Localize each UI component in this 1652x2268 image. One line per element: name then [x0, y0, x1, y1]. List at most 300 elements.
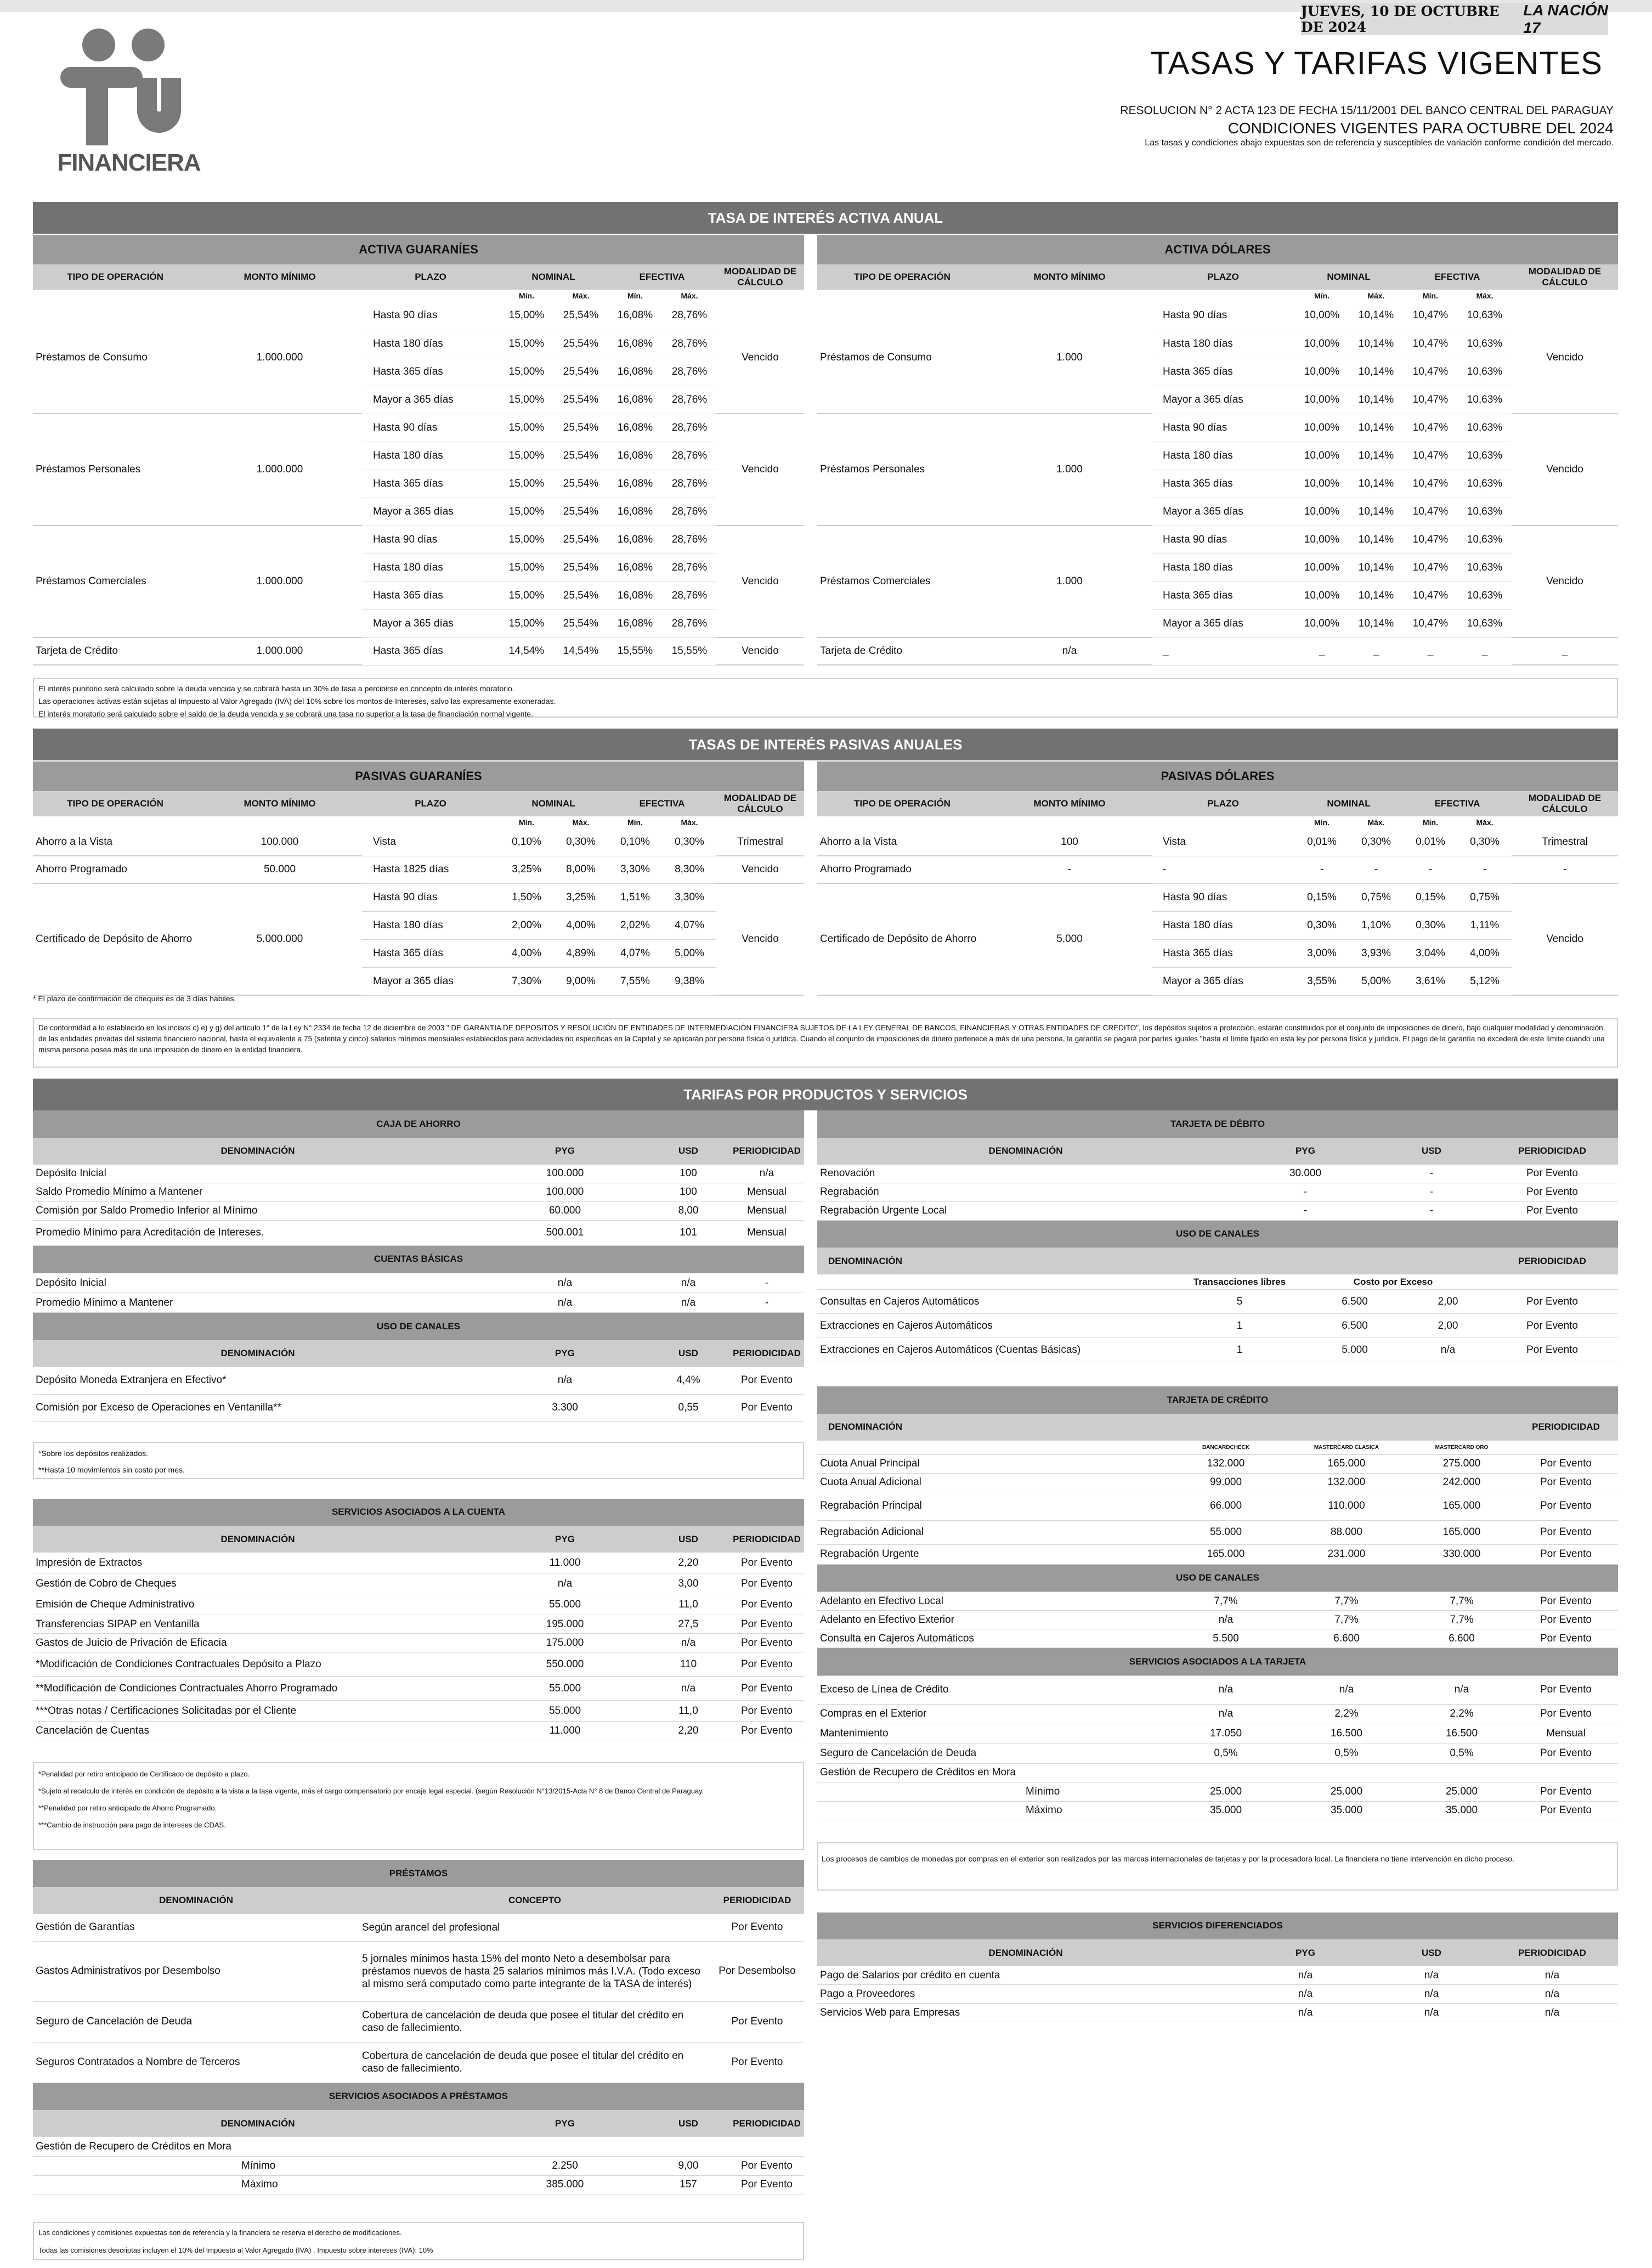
servicios-note-line: *Sujeto al recalculo de interés en condición de depósito a la vista a la tasa vigente, más el cargo compensatorio por encaje legal especial. (según Resolución N°13/2015-Acta N° 8 de Banco Central de Paraguay. [38, 1787, 704, 1795]
rate-value: _ [1458, 637, 1512, 665]
column-header: MODALIDAD DE CÁLCULO [1512, 791, 1618, 816]
credito-servicios-table [817, 1648, 1618, 1764]
rate-value: 10,00% [1294, 526, 1349, 554]
item-value: 165.000 [1168, 1544, 1283, 1564]
canales-notes-line: *Sobre los depósitos realizados. [38, 1448, 149, 1458]
rate-value: 25,54% [554, 414, 608, 442]
credito-mora-row [817, 1764, 1618, 1782]
item-value: Por Evento [729, 1573, 804, 1594]
tarjeta-credito-row [817, 1492, 1618, 1520]
item-name: Consulta en Cajeros Automáticos [817, 1629, 1168, 1648]
minmax-label [987, 290, 1152, 302]
item-value: 5.500 [1168, 1629, 1283, 1648]
rate-value: 3,25% [499, 856, 554, 883]
item-value: 195.000 [483, 1615, 647, 1634]
credito-servicios-row [817, 1744, 1618, 1763]
spacer-cell [817, 1274, 1179, 1290]
item-value: 132.000 [1168, 1454, 1283, 1473]
cuentas-basicas-row [33, 1293, 804, 1313]
rate-value: 0,30% [554, 828, 608, 856]
item-value: 110 [647, 1652, 729, 1677]
page-title: TASAS Y TARIFAS VIGENTES [1150, 46, 1603, 81]
tarjeta-credito-title: TARJETA DE CRÉDITO [817, 1386, 1618, 1414]
item-value: n/a [1234, 2004, 1377, 2022]
item-name: Compras en el Exterior [817, 1704, 1168, 1724]
item-name: Mínimo [33, 2157, 483, 2175]
minimum-amount: 100.000 [197, 828, 362, 856]
rate-value: 16,08% [608, 442, 663, 470]
term: Hasta 365 días [1152, 470, 1294, 498]
item-value: Por Evento [729, 2157, 804, 2175]
term: Mayor a 365 días [1152, 498, 1294, 526]
term: Hasta 90 días [1152, 414, 1294, 442]
servicios-diferenciados-header-row [817, 1940, 1618, 1966]
credito-mora-values-row [817, 1782, 1618, 1801]
term: Mayor a 365 días [1152, 386, 1294, 414]
servicios-diferenciados-title-row [817, 1912, 1618, 1940]
item-name: Exceso de Línea de Crédito [817, 1675, 1168, 1704]
item-value: Por Evento [729, 1367, 804, 1394]
uso-canales-caja-row [33, 1394, 804, 1421]
column-header: PERIODICIDAD [710, 1887, 804, 1914]
item-value: 2,2% [1410, 1704, 1514, 1724]
rate-value: 16,08% [608, 330, 663, 358]
servicios-prestamos-table [33, 2083, 804, 2157]
item-name: Gestión de Recupero de Créditos en Mora [817, 1764, 1168, 1782]
activa-usd-table [817, 235, 1618, 665]
uso-canales-caja-header-row [33, 1340, 804, 1367]
rate-value: 8,30% [663, 856, 716, 883]
item-name: Servicios Web para Empresas [817, 2004, 1234, 2022]
servicios-note-line: **Penalidad por retiro anticipado de Ahorro Programado. [38, 1804, 217, 1812]
minimum-amount: 1.000.000 [197, 637, 362, 665]
credito-note: Los procesos de cambios de monedas por compras en el exterior son realizados por las marcas internacionales de tarjetas y por la procesadora local. La financiera no tiene intervención en dicho proceso. [817, 1842, 1618, 1891]
item-value: 2,2% [1283, 1704, 1410, 1724]
item-value: 5.000 [1300, 1338, 1410, 1362]
item-value: 100.000 [483, 1183, 647, 1201]
minmax-label: Mín. [1314, 291, 1329, 300]
logo-text: FINANCIERA [57, 149, 201, 176]
item-value: 5 [1179, 1290, 1300, 1314]
item-value: 3,00 [647, 1573, 729, 1594]
column-header: MONTO MÍNIMO [987, 791, 1152, 816]
pasiva-gs-minmax-row [33, 816, 804, 828]
rate-row [817, 526, 1618, 554]
rate-value: 10,47% [1403, 330, 1458, 358]
rate-value: 25,54% [554, 330, 608, 358]
calc-mode: Trimestral [1512, 828, 1618, 856]
column-header: USD [647, 1340, 729, 1367]
column-header: MODALIDAD DE CÁLCULO [716, 791, 804, 816]
rate-value: - [1294, 856, 1349, 883]
column-header: TIPO DE OPERACIÓN [817, 791, 987, 816]
conditions-text: CONDICIONES VIGENTES PARA OCTUBRE DEL 2024 [1227, 120, 1614, 137]
rate-value: 3,25% [554, 883, 608, 911]
rate-value: 10,47% [1403, 302, 1458, 330]
rate-value: 10,14% [1349, 498, 1403, 526]
item-name: Comisión por Exceso de Operaciones en Ventanilla** [33, 1394, 483, 1421]
item-value: 11.000 [483, 1722, 647, 1740]
item-value: - [1234, 1201, 1377, 1220]
recupero-mora-row [33, 2157, 804, 2175]
servicios-cuenta-header-row [33, 1526, 804, 1553]
rate-value: 10,00% [1294, 414, 1349, 442]
column-header: USD [647, 2111, 729, 2137]
item-value: 9,00 [647, 2157, 729, 2175]
rate-value: 0,30% [1294, 911, 1349, 939]
item-value: 7,7% [1283, 1611, 1410, 1629]
rate-value: 7,55% [608, 967, 663, 995]
item-value: - [1377, 1164, 1486, 1183]
pasiva-footnote: * El plazo de confirmación de cheques es de 3 días hábiles. [33, 994, 236, 1003]
rate-value: 0,15% [1294, 883, 1349, 911]
item-value: 2,00 [1410, 1290, 1486, 1314]
minmax-label: Mín. [1423, 818, 1438, 827]
final-note-line: Todas las comisiones descriptas incluyen el 10% del Impuesto al Valor Agregado (IVA) . Impuesto sobre intereses (IVA): 10% [38, 2246, 433, 2254]
rate-value: 28,76% [663, 386, 716, 414]
column-header: TIPO DE OPERACIÓN [817, 264, 987, 290]
operation-type: Préstamos Personales [33, 414, 197, 526]
activa-gs-table [33, 235, 804, 665]
card-brand: MASTERCARD CLASICA [1283, 1440, 1410, 1454]
item-name: Promedio Mínimo a Mantener [33, 1293, 483, 1313]
rate-value: 10,63% [1458, 470, 1512, 498]
minmax-label: Máx. [1476, 818, 1493, 827]
uso-canales-debito-row [817, 1338, 1618, 1362]
operation-type: Ahorro a la Vista [817, 828, 987, 856]
item-value: 7,7% [1168, 1592, 1283, 1611]
item-value: 3.300 [483, 1394, 647, 1421]
rate-value: 10,00% [1294, 582, 1349, 610]
term: Mayor a 365 días [362, 610, 499, 637]
rate-value: 0,10% [608, 828, 663, 856]
rate-value: 25,54% [554, 526, 608, 554]
term: _ [1152, 637, 1294, 665]
tarifas-left-column [33, 1110, 804, 2260]
uso-canales-debito-title: USO DE CANALES [817, 1221, 1618, 1248]
item-value: Mensual [729, 1183, 804, 1201]
uso-canales-caja-title-row [33, 1313, 804, 1340]
minmax-label [197, 816, 362, 828]
pasiva-usd-title-row [817, 761, 1618, 791]
rate-value: 10,00% [1294, 470, 1349, 498]
column-header: PYG [1234, 1940, 1377, 1966]
calc-mode: _ [1512, 637, 1618, 665]
minmax-label [716, 816, 804, 828]
term: Vista [1152, 828, 1294, 856]
calc-mode: Vencido [716, 883, 804, 995]
rate-value: 15,00% [499, 442, 554, 470]
item-value: n/a [483, 1367, 647, 1394]
card-brand: MASTERCARD ORO [1410, 1440, 1514, 1454]
cuentas-basicas-title-row [33, 1246, 804, 1273]
rate-value: 10,63% [1458, 498, 1512, 526]
minmax-label [1512, 290, 1618, 302]
rate-value: 10,47% [1403, 470, 1458, 498]
item-name: Mínimo [817, 1782, 1168, 1801]
item-value: Por Evento [1514, 1744, 1618, 1763]
item-value: 7,7% [1283, 1592, 1410, 1611]
item-value: Cobertura de cancelación de deuda que posee el titular del crédito en caso de fallecimiento. [359, 2042, 710, 2083]
item-value: 2,20 [647, 1553, 729, 1573]
rate-value: 15,00% [499, 414, 554, 442]
activa-note-line: El interés punitorio será calculado sobre la deuda vencida y se cobrará hasta un 30% de tasa a percibirse en concepto de interés moratorio. [38, 684, 514, 693]
servicios-diferenciados-title: SERVICIOS DIFERENCIADOS [817, 1912, 1618, 1940]
term: Hasta 365 días [362, 470, 499, 498]
column-header: USD [647, 1526, 729, 1553]
recupero-mora-table [33, 2157, 804, 2194]
item-name: Pago a Proveedores [817, 1985, 1234, 2004]
resolution-text: RESOLUCION N° 2 ACTA 123 DE FECHA 15/11/2001 DEL BANCO CENTRAL DEL PARAGUAY [1120, 104, 1614, 117]
item-value: 25.000 [1283, 1782, 1410, 1801]
caja-ahorro-header-row [33, 1138, 804, 1164]
item-value: 110.000 [1283, 1492, 1410, 1520]
item-name: Impresión de Extractos [33, 1553, 483, 1573]
servicios-diferenciados-table [817, 1912, 1618, 2023]
item-name: Máximo [33, 2175, 483, 2194]
item-value: Por Evento [1486, 1338, 1618, 1362]
rate-value: 10,47% [1403, 582, 1458, 610]
rate-value: 0,75% [1458, 883, 1512, 911]
rate-value: 10,63% [1458, 582, 1512, 610]
rate-value: 28,76% [663, 330, 716, 358]
item-name: Regrabación Principal [817, 1492, 1168, 1520]
credito-canales-title-row [817, 1565, 1618, 1592]
term: Hasta 90 días [362, 414, 499, 442]
term: Hasta 180 días [1152, 554, 1294, 582]
logo-mark-icon [55, 27, 203, 148]
item-value: 385.000 [483, 2175, 647, 2194]
newspaper-name: LA NACIÓN 17 [1523, 2, 1608, 36]
card-brand-row [817, 1440, 1618, 1454]
item-value: 55.000 [1168, 1520, 1283, 1544]
canales-notes [33, 1442, 804, 1479]
item-value: n/a [483, 1273, 647, 1293]
minmax-label: Máx. [681, 291, 698, 300]
minimum-amount: 5.000.000 [197, 883, 362, 995]
calc-mode: Vencido [716, 637, 804, 665]
servicios-notes [33, 1762, 804, 1850]
servicios-cuenta-row [33, 1573, 804, 1594]
column-header: PERIODICIDAD [729, 1526, 804, 1553]
minmax-label [987, 816, 1152, 828]
caja-ahorro-row [33, 1220, 804, 1245]
rate-value: 15,00% [499, 386, 554, 414]
activa-gs-header-row [33, 264, 804, 290]
activa-note-line: Las operaciones activas están sujetas al Impuesto al Valor Agregado (IVA) del 10% sobre los montos de Intereses, salvo las expresamente exoneradas. [38, 697, 556, 706]
servicios-prestamos-title-row [33, 2083, 804, 2111]
tarjeta-debito-row [817, 1201, 1618, 1220]
item-value: Por Evento [1514, 1629, 1618, 1648]
item-name: Máximo [817, 1801, 1168, 1820]
spacer [33, 1479, 804, 1499]
credito-servicios-row [817, 1704, 1618, 1724]
activa-usd-title-row [817, 235, 1618, 264]
spacer [33, 1850, 804, 1860]
rate-value: 4,07% [663, 911, 716, 939]
operation-type: Préstamos Comerciales [817, 526, 987, 637]
calc-mode: Vencido [716, 302, 804, 414]
minmax-label [362, 816, 499, 828]
operation-type: Préstamos de Consumo [817, 302, 987, 414]
item-value: Por Evento [729, 2175, 804, 2194]
sub-header-free: Transacciones libres [1179, 1274, 1300, 1290]
item-value: Por Evento [1486, 1201, 1618, 1220]
minmax-label [197, 290, 362, 302]
servicios-cuenta-title-row [33, 1499, 804, 1526]
rate-value: 10,47% [1403, 498, 1458, 526]
minmax-label: Máx. [1367, 818, 1385, 827]
rate-value: 10,14% [1349, 386, 1403, 414]
rate-value: - [1403, 856, 1458, 883]
column-header: USD [1377, 1138, 1486, 1164]
calc-mode: Vencido [1512, 414, 1618, 526]
rate-value: 10,14% [1349, 358, 1403, 386]
rate-value: 16,08% [608, 358, 663, 386]
item-value: Por Evento [729, 1677, 804, 1701]
rate-value: 28,76% [663, 302, 716, 330]
item-value: n/a [1168, 1675, 1283, 1704]
credito-servicios-row [817, 1675, 1618, 1704]
minmax-label: Máx. [681, 818, 698, 827]
rate-value: 3,61% [1403, 967, 1458, 995]
cuentas-basicas-table [33, 1246, 804, 1313]
item-value: - [1377, 1183, 1486, 1201]
credito-canales-row [817, 1592, 1618, 1611]
item-value: n/a [1410, 1675, 1514, 1704]
tarjeta-credito-row [817, 1520, 1618, 1544]
rate-row [33, 414, 804, 442]
item-name: Comisión por Saldo Promedio Inferior al Mínimo [33, 1201, 483, 1220]
minimum-amount: 1.000 [987, 414, 1152, 526]
item-value [647, 2137, 729, 2157]
rate-value: 5,12% [1458, 967, 1512, 995]
rate-value: 10,00% [1294, 330, 1349, 358]
column-header: PERIODICIDAD [729, 1340, 804, 1367]
rate-value: 3,00% [1294, 939, 1349, 967]
minimum-amount: n/a [987, 637, 1152, 665]
pasiva-guaranies-table [33, 761, 804, 996]
pasiva-gs-table [33, 761, 804, 996]
item-value: Mensual [729, 1220, 804, 1245]
operation-type: Ahorro Programado [817, 856, 987, 883]
item-value: 100 [647, 1164, 729, 1183]
spacer [33, 1422, 804, 1442]
item-value: 132.000 [1283, 1473, 1410, 1492]
minmax-label: Máx. [1367, 291, 1385, 300]
rate-value: 15,00% [499, 330, 554, 358]
item-value: 16.500 [1283, 1724, 1410, 1744]
item-name: Pago de Salarios por crédito en cuenta [817, 1966, 1234, 1985]
minimum-amount: - [987, 856, 1152, 883]
operation-type: Tarjeta de Crédito [817, 637, 987, 665]
rate-value: 10,63% [1458, 358, 1512, 386]
rate-value: _ [1294, 637, 1349, 665]
item-value: Por Evento [729, 1394, 804, 1421]
minmax-label: Máx. [572, 291, 590, 300]
term: Vista [362, 828, 499, 856]
rate-value: 15,00% [499, 610, 554, 637]
rate-value: 3,93% [1349, 939, 1403, 967]
prestamos-table [33, 1860, 804, 2083]
item-value [1168, 1764, 1283, 1782]
rate-value: 25,54% [554, 358, 608, 386]
prestamos-title: PRÉSTAMOS [33, 1860, 804, 1887]
item-value: 157 [647, 2175, 729, 2194]
rate-value: 10,47% [1403, 386, 1458, 414]
activa-gs-title-row [33, 235, 804, 264]
pasiva-usd-table [817, 761, 1618, 996]
item-value: n/a [647, 1677, 729, 1701]
item-value: 11,0 [647, 1701, 729, 1722]
calc-mode: - [1512, 856, 1618, 883]
item-value: Por Evento [1514, 1704, 1618, 1724]
rate-value: 10,00% [1294, 498, 1349, 526]
rate-value: 3,30% [608, 856, 663, 883]
minimum-amount: 50.000 [197, 856, 362, 883]
rate-value: 5,00% [663, 939, 716, 967]
servicios-diferenciados-row [817, 1985, 1618, 2004]
item-name: Consultas en Cajeros Automáticos [817, 1290, 1179, 1314]
rate-value: 25,54% [554, 302, 608, 330]
item-value: n/a [1377, 1966, 1486, 1985]
item-name: Emisión de Cheque Administrativo [33, 1594, 483, 1615]
final-notes [33, 2222, 804, 2260]
term: Hasta 365 días [362, 358, 499, 386]
rate-value: 15,00% [499, 582, 554, 610]
caja-ahorro-table [33, 1110, 804, 1246]
spacer-cell [1514, 1440, 1618, 1454]
spacer [33, 2194, 804, 2222]
column-header: DENOMINACIÓN [33, 1138, 483, 1164]
item-value: 7,7% [1410, 1611, 1514, 1629]
servicios-note-line: ***Cambio de instrucción para pago de intereses de CDAS. [38, 1821, 226, 1829]
item-value: 35.000 [1168, 1801, 1283, 1820]
tarjeta-credito-row [817, 1454, 1618, 1473]
credito-mora-table [817, 1764, 1618, 1783]
tarjeta-credito-row [817, 1544, 1618, 1564]
item-name: Cuota Anual Adicional [817, 1473, 1168, 1492]
rate-value: 4,00% [499, 939, 554, 967]
pasiva-usd-header-row [817, 791, 1618, 816]
item-value: 165.000 [1283, 1454, 1410, 1473]
column-header: DENOMINACIÓN [33, 1887, 359, 1914]
servicios-diferenciados-row [817, 2004, 1618, 2022]
rate-value: 10,63% [1458, 414, 1512, 442]
rate-value: 0,01% [1403, 828, 1458, 856]
item-value [729, 2137, 804, 2157]
minmax-label [33, 816, 197, 828]
column-header: MONTO MÍNIMO [197, 264, 362, 290]
rate-value: 16,08% [608, 498, 663, 526]
item-name: Gestión de Cobro de Cheques [33, 1573, 483, 1594]
rate-row [33, 856, 804, 883]
credito-mora-values-table [817, 1782, 1618, 1820]
servicios-cuenta-row [33, 1722, 804, 1740]
item-value: Por Evento [1486, 1314, 1618, 1338]
term: Hasta 180 días [362, 442, 499, 470]
rate-value: 10,14% [1349, 414, 1403, 442]
rate-value: 10,00% [1294, 358, 1349, 386]
servicios-prestamos-header-row [33, 2111, 804, 2137]
rate-value: 28,76% [663, 442, 716, 470]
rate-value: 28,76% [663, 470, 716, 498]
column-header: PYG [483, 2111, 647, 2137]
item-name: Gastos Administrativos por Desembolso [33, 1941, 359, 2001]
issue-date: JUEVES, 10 DE OCTUBRE DE 2024 [1301, 3, 1500, 35]
item-name: Cuota Anual Principal [817, 1454, 1168, 1473]
item-value: n/a [1168, 1704, 1283, 1724]
